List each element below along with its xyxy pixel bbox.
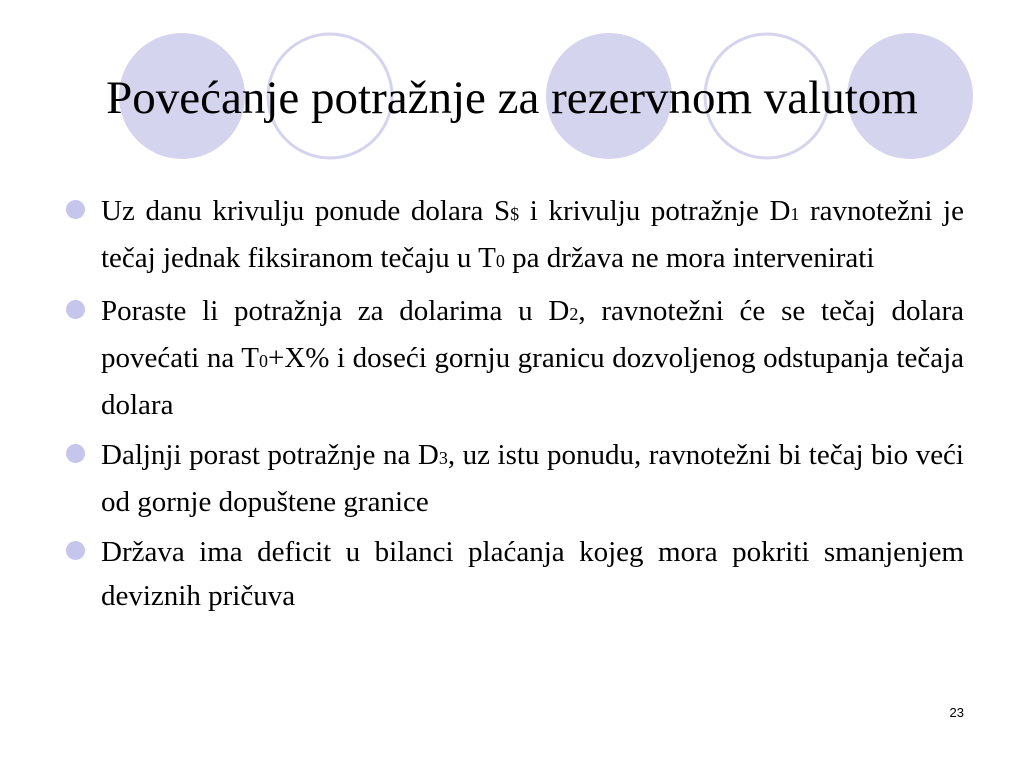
bullet-text [101, 433, 964, 524]
bullet-text-segment: Uz danu krivulju ponude dolara S [101, 195, 511, 227]
bullet-text-segment: Poraste li potražnja za dolarima u D [101, 295, 570, 327]
subscript: $ [510, 204, 520, 224]
bullet-text [101, 289, 964, 427]
subscript: 0 [258, 351, 268, 371]
bullet-list [66, 189, 964, 624]
bullet-dot-icon [66, 444, 85, 463]
subscript: 1 [790, 204, 800, 224]
bullet-item [66, 530, 964, 618]
bullet-text-segment: i krivulju potražnje D [519, 195, 791, 227]
bullet-text-segment: Daljnji porast potražnje na D [101, 439, 439, 471]
bullet-text-segment: pa država ne mora intervenirati [504, 242, 875, 274]
bullet-text-segment: , ravnotežni će se tečaj dolara povećati na T [101, 295, 964, 374]
subscript: 3 [438, 448, 448, 468]
bullet-text [101, 530, 964, 618]
page-number: 23 [949, 705, 964, 720]
subscript: 2 [569, 304, 579, 324]
slide-title: Povećanje potražnje za rezervnom valutom [106, 72, 918, 124]
bullet-text-segment: ravnotežni je tečaj jednak fiksiranom tečaju u T [101, 195, 964, 274]
bullet-dot-icon [66, 541, 85, 560]
bullet-text [101, 189, 964, 283]
bullet-dot-icon [66, 300, 85, 319]
bullet-item [66, 289, 964, 427]
subscript: 0 [495, 251, 505, 271]
bullet-text-segment: Država ima deficit u bilanci plaćanja kojeg mora pokriti smanjenjem deviznih pričuva [101, 536, 964, 612]
bullet-item [66, 433, 964, 524]
bullet-item [66, 189, 964, 283]
bullet-text-segment: , uz istu ponudu, ravnotežni bi tečaj bio veći od gornje dopuštene granice [101, 439, 964, 518]
bullet-dot-icon [66, 200, 85, 219]
bullet-text-segment: +X% i doseći gornju granicu dozvoljenog odstupanja tečaja dolara [101, 342, 964, 421]
